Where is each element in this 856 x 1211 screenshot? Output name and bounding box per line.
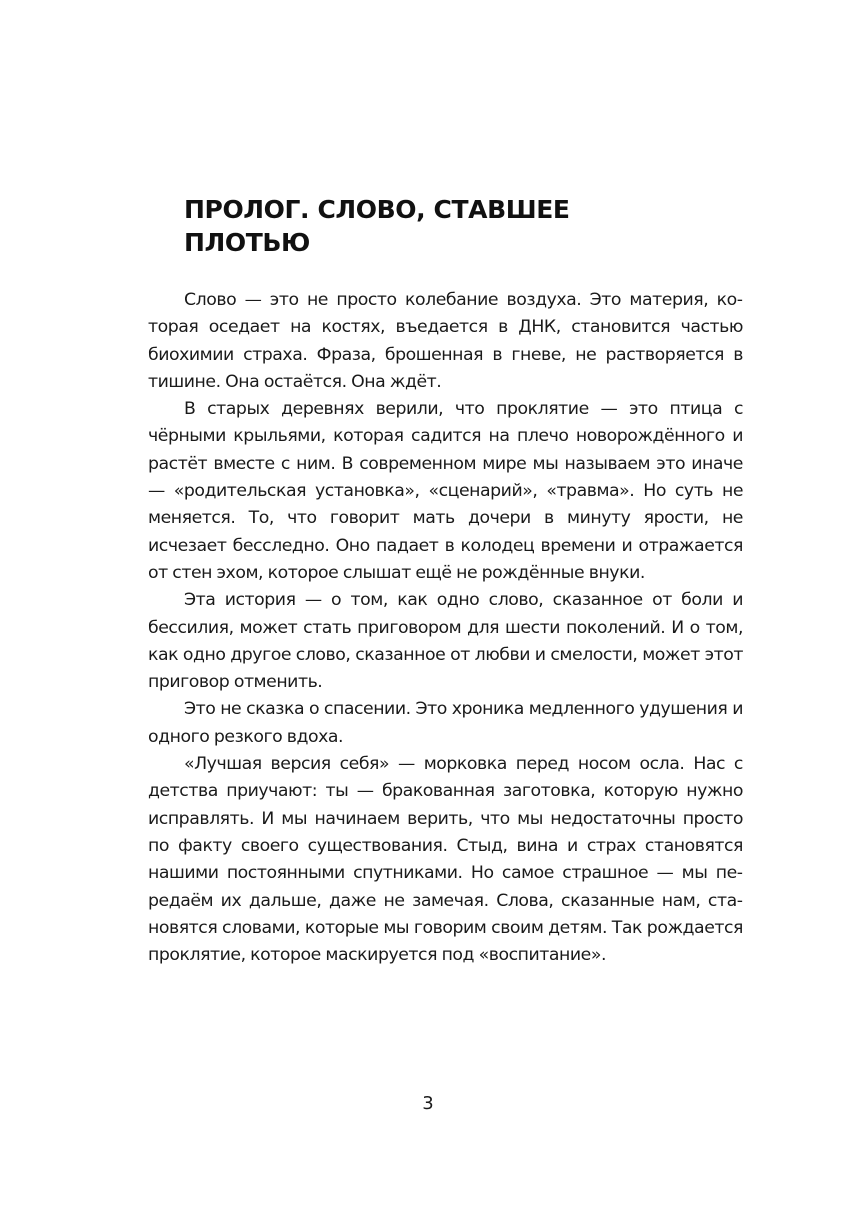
chapter-body	[148, 287, 743, 969]
chapter-title-line-2: ПЛОТЬЮ	[184, 228, 310, 257]
chapter-title	[184, 193, 704, 259]
chapter-title-line-1: ПРОЛОГ. СЛОВО, СТАВШЕЕ	[184, 195, 570, 224]
paragraph: Слово — это не просто колебание воздуха. Это материя, которая оседает на костях, въедается в ДНК, становится частью биохимии страха. Фраза, брошенная в гневе, не растворяется в тишине. Она остаётся. Она ждёт.	[148, 290, 743, 392]
paragraph: В старых деревнях верили, что проклятие — это птица с чёрными крыльями, которая садится на плечо новорождённого и растёт вместе с ним. В современном мире мы называем это иначе — «родительская установка», «сценарий», «травма». Но суть не меняется. То, что говорит мать дочери в минуту ярости, не исчезает бесследно. Оно падает в колодец времени и отражается от стен эхом, которое слышат ещё не рождённые внуки.	[148, 399, 743, 583]
paragraph: «Лучшая версия себя» — морковка перед носом осла. Нас с детства приучают: ты — бракованная заготовка, которую нужно исправлять. И мы начинаем верить, что мы недостаточны просто по факту своего существования. Стыд, вина и страх становятся нашими постоянными спутниками. Но самое страшное — мы передаём их дальше, даже не замечая. Слова, сказанные нам, становятся словами, которые мы говорим своим детям. Так рождается проклятие, которое маскируется под «воспитание».	[148, 754, 743, 966]
page-number: 3	[422, 1093, 434, 1114]
paragraph: Это не сказка о спасении. Это хроника медленного удушения и одного резкого вдоха.	[148, 699, 743, 747]
paragraph: Эта история — о том, как одно слово, сказанное от боли и бессилия, может стать приговором для шести поколений. И о том, как одно другое слово, сказанное от любви и смелости, может этот приговор отменить.	[148, 590, 743, 693]
